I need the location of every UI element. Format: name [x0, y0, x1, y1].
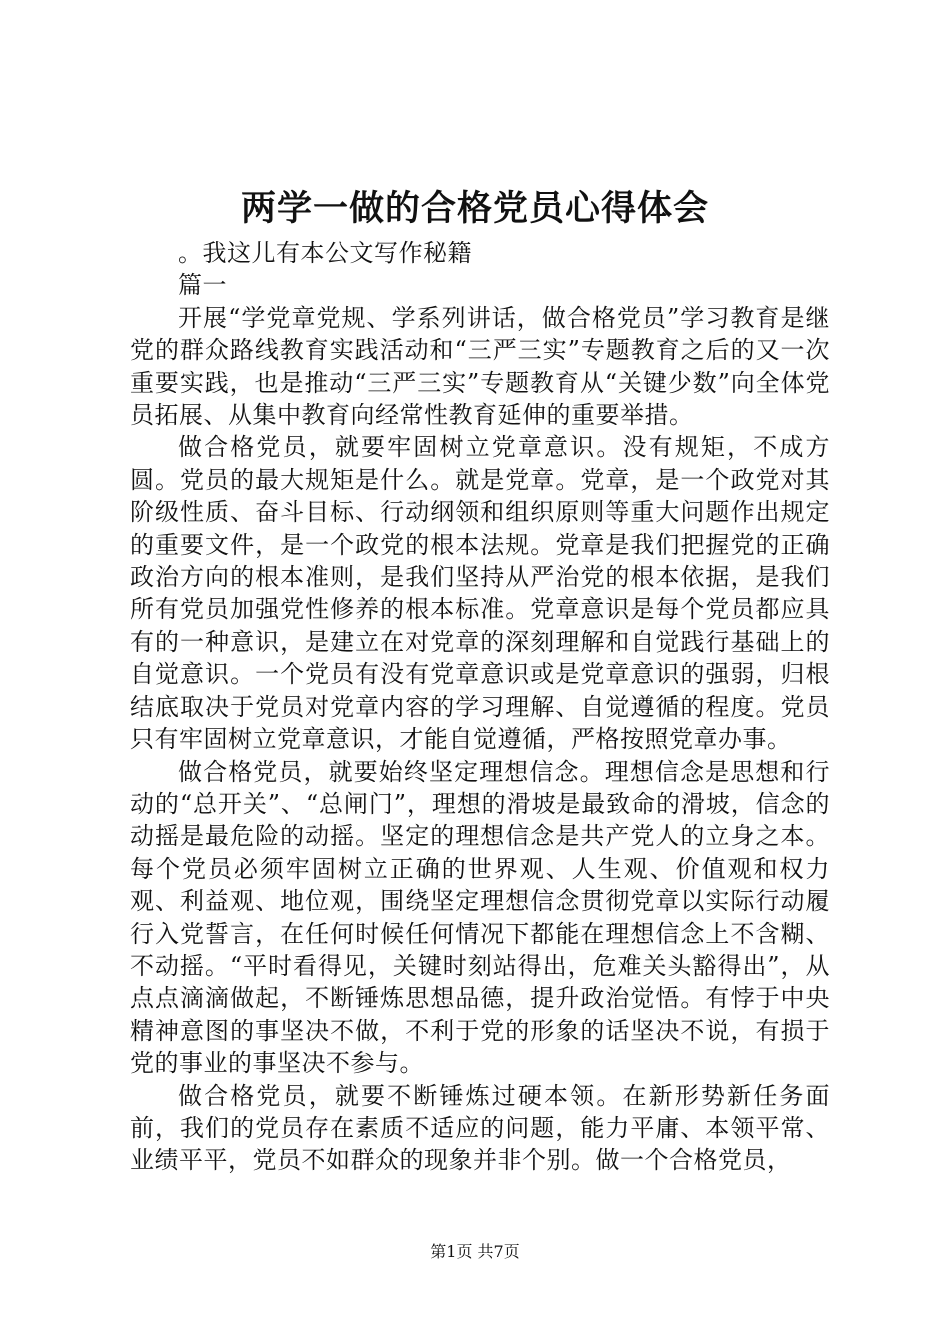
body-paragraph: 做合格党员，就要不断锤炼过硬本领。在新形势新任务面前，我们的党员存在素质不适应的问题，能力平庸、本领平常、业绩平平，党员不如群众的现象并非个别。做一个合格党员， [130, 1081, 830, 1175]
document-body [130, 237, 830, 1177]
body-paragraph: 做合格党员，就要始终坚定理想信念。理想信念是思想和行动的“总开关”、“总闸门”，理想的滑坡是最致命的滑坡，信念的动摇是最危险的动摇。坚定的理想信念是共产党人的立身之本。每个党员必须牢固树立正确的世界观、人生观、价值观和权力观、利益观、地位观，围绕坚定理想信念贯彻党章以实际行动履行入党誓言，在任何时候任何情况下都能在理想信念上不含糊、不动摇。“平时看得见，关键时刻站得出，危难关头豁得出”，从点点滴滴做起，不断锤炼思想品德，提升政治觉悟。有悖于中央精神意图的事坚决不做，不利于党的形象的话坚决不说，有损于党的事业的事坚决不参与。 [130, 757, 830, 1078]
body-paragraph: 做合格党员，就要牢固树立党章意识。没有规矩，不成方圆。党员的最大规矩是什么。就是党章。党章，是一个政党对其阶级性质、奋斗目标、行动纲领和组织原则等重大问题作出规定的重要文件，是一个政党的根本法规。党章是我们把握党的正确政治方向的根本准则，是我们坚持从严治党的根本依据，是我们所有党员加强党性修养的根本标准。党章意识是每个党员都应具有的一种意识，是建立在对党章的深刻理解和自觉践行基础上的自觉意识。一个党员有没有党章意识或是党章意识的强弱，归根结底取决于党员对党章内容的学习理解、自觉遵循的程度。党员只有牢固树立党章意识，才能自觉遵循，严格按照党章办事。 [130, 433, 830, 754]
document-title: 两学一做的合格党员心得体会 [240, 188, 709, 229]
body-paragraph: 开展“学党章党规、学系列讲话，做合格党员”学习教育是继党的群众路线教育实践活动和“三严三实”专题教育之后的又一次重要实践，也是推动“三严三实”专题教育从“关键少数”向全体党员拓展、从集中教育向经常性教育延伸的重要举措。 [130, 303, 830, 430]
page-number-footer: 第1页 共7页 [430, 1242, 520, 1261]
section-label: 篇一 [178, 271, 227, 300]
intro-line: 。我这儿有本公文写作秘籍 [178, 239, 472, 267]
